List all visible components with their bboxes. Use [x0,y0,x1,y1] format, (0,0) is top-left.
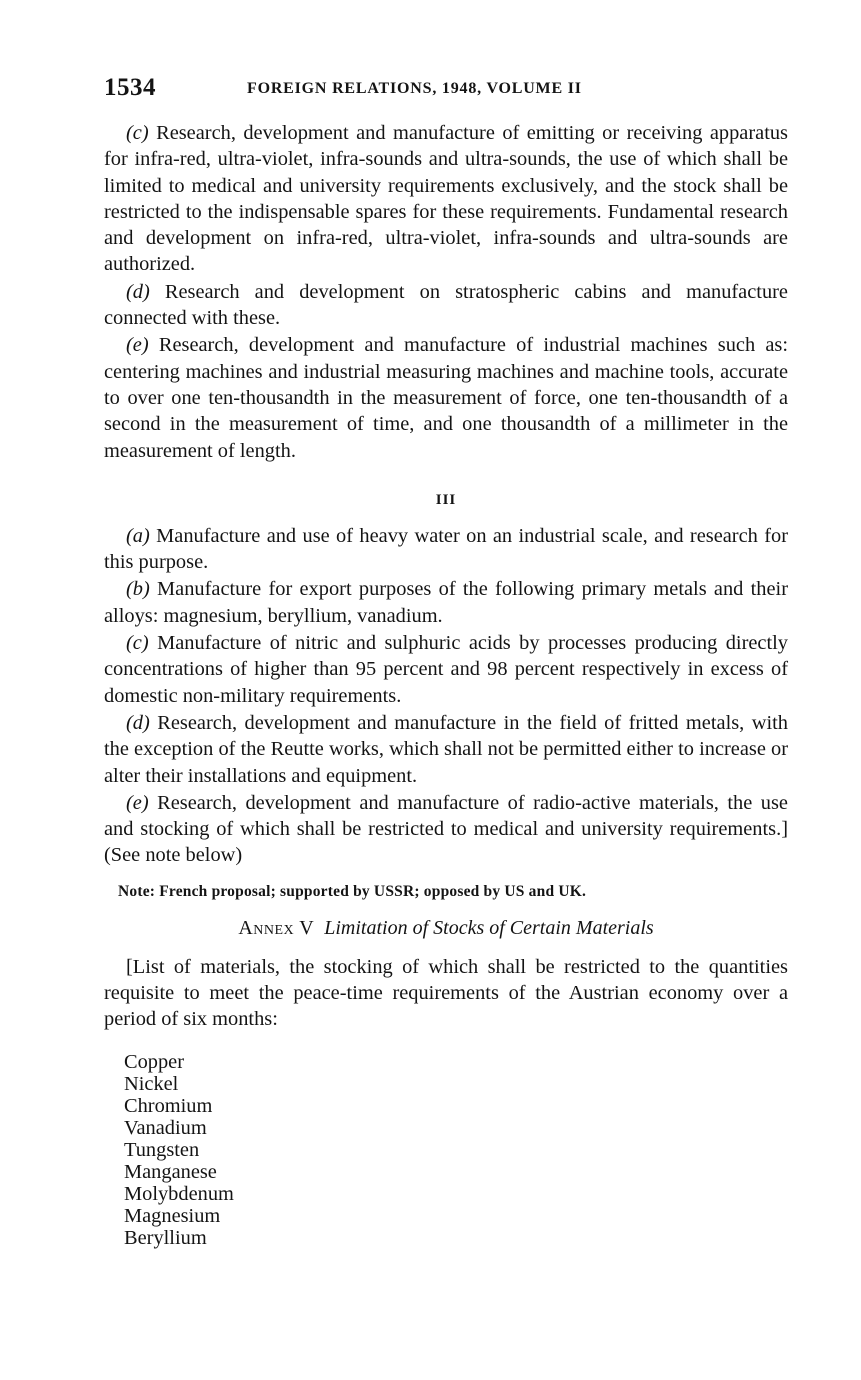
item-text: Research, development and manufacture in the field of fritted metals, with the exception of the Reutte works, which shall not be permitted either to increase or alter their installations and equipment. [104,711,788,787]
list-item: Manganese [124,1160,217,1183]
paragraph-ii-e [104,332,788,463]
item-label: (c) [126,632,149,655]
list-item: Magnesium [124,1204,221,1227]
list-item: Vanadium [124,1116,207,1139]
annex-intro-paragraph: [List of materials, the stocking of which shall be restricted to the quantities requisite to meet the peace-time requirements of the Austrian economy over a period of six months: [104,955,788,1031]
paragraph-ii-d [104,279,788,332]
item-label: (b) [126,578,150,601]
list-item: Nickel [124,1072,179,1095]
annex-heading [104,917,788,940]
list-item: Molybdenum [124,1182,234,1205]
item-label: (e) [126,334,149,357]
editorial-note: Note: French proposal; supported by USSR; opposed by US and UK. [118,882,587,900]
list-item: Beryllium [124,1226,207,1249]
item-label: (c) [126,122,149,144]
paragraph-iii-a [104,523,788,576]
item-label: (d) [126,280,150,303]
annex-title: Limitation of Stocks of Certain Materials [324,916,654,939]
running-header [104,74,788,108]
list-item: Chromium [124,1094,213,1117]
paragraph-iii-d [104,710,788,789]
document-page [104,74,788,1249]
running-title: FOREIGN RELATIONS, 1948, VOLUME II [247,80,582,97]
paragraph-ii-c [104,120,788,278]
annex-label: Annex V [238,916,315,939]
item-text: Manufacture for export purposes of the following primary metals and their alloys: magnesium, beryllium, vanadium. [104,578,788,627]
paragraph-iii-b [104,576,788,629]
item-text: Research, development and manufacture of industrial machines such as: centering machines and industrial measuring machines and machine tools, accurate to over one ten-thousandth in the measurement of force, one ten-thousandth of a second in the measurement of time, and one thousandth of a millimeter in the measurement of length. [104,334,788,462]
list-item: Copper [124,1050,185,1073]
item-text: Manufacture and use of heavy water on an industrial scale, and research for this purpose. [104,524,788,574]
item-text: Manufacture of nitric and sulphuric acids by processes producing directly concentrations of higher than 95 percent and 98 percent respectively in excess of domestic non-military requirements. [104,632,788,707]
page-number: 1534 [104,74,156,101]
item-text: Research and development on stratospheric cabins and manufacture connected with these. [104,280,788,330]
paragraph-iii-c [104,630,788,709]
materials-list [124,1051,788,1249]
item-label: (a) [126,524,150,547]
section-heading-iii: III [435,491,457,508]
paragraph-iii-e [104,790,788,869]
item-text: Research, development and manufacture of radio-active materials, the use and stocking of which shall be restricted to medical and university requirements.] (See note below) [104,791,788,867]
item-label: (d) [126,711,150,734]
list-item: Tungsten [124,1138,200,1161]
item-label: (e) [126,791,149,814]
item-text: Research, development and manufacture of emitting or receiving apparatus for infra-red, ultra-violet, infra-sounds and ultra-sounds, the use of which shall be limited to medical and university requirements exclusively, and the stock shall be restricted to the indispensable spares for these requirements. Fundamental research and development on infra-red, ultra-violet, infra-sounds and ultra-sounds are authorized. [104,122,788,276]
